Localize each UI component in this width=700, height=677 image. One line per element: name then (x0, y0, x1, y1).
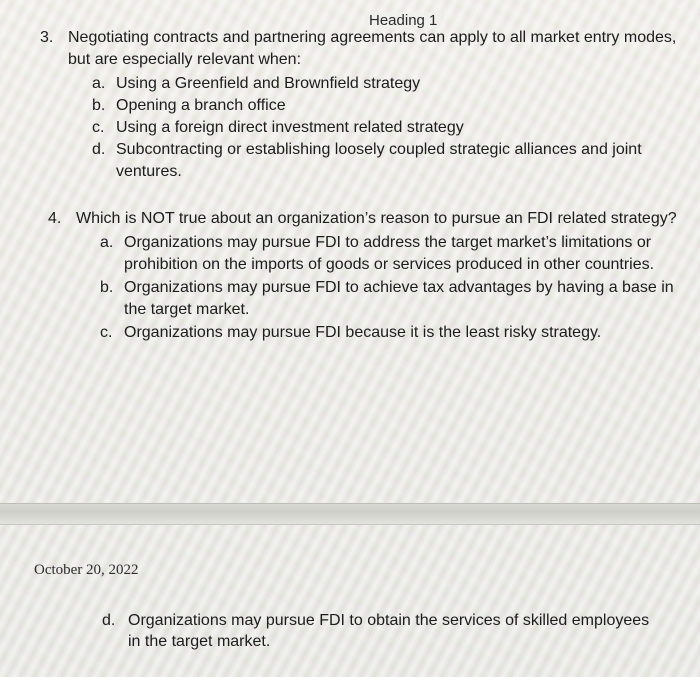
option-text: Subcontracting or establishing loosely coupled strategic alliances and joint ventures. (116, 141, 642, 180)
footer-date: October 20, 2022 (34, 562, 139, 578)
question-number: 4. (48, 210, 62, 227)
answer-option-b[interactable] (100, 277, 678, 321)
question-3 (40, 27, 680, 183)
option-letter: b. (92, 97, 106, 114)
option-letter: d. (92, 141, 106, 158)
option-letter: b. (100, 279, 114, 296)
option-text: Organizations may pursue FDI to address the target market’s limitations or prohibition on the imports of goods or services produced in other countries. (124, 234, 655, 273)
page-break-divider (0, 503, 700, 525)
answer-option-c[interactable] (92, 117, 680, 139)
question-stem: Negotiating contracts and partnering agreements can apply to all market entry modes, but are especially relevant when: (68, 29, 677, 68)
answer-option-a[interactable] (100, 232, 678, 276)
answer-options (92, 73, 680, 183)
option-text: Using a Greenfield and Brownfield strategy (116, 75, 421, 92)
option-text: Organizations may pursue FDI because it is the least risky strategy. (124, 324, 602, 341)
option-letter: d. (102, 612, 116, 629)
option-letter: c. (100, 324, 113, 341)
option-text: Opening a branch office (116, 97, 286, 114)
answer-option-d[interactable] (92, 139, 680, 183)
answer-option-b[interactable] (92, 95, 680, 117)
option-text: Organizations may pursue FDI to obtain the services of skilled employees in the target market. (128, 612, 650, 650)
answer-option-d[interactable] (102, 610, 662, 652)
answer-options (100, 232, 678, 344)
answer-option-a[interactable] (92, 73, 680, 95)
option-text: Using a foreign direct investment related strategy (116, 119, 464, 136)
option-letter: a. (100, 234, 114, 251)
question-stem: Which is NOT true about an organization’s reason to pursue an FDI related strategy? (76, 210, 677, 227)
answer-option-c[interactable] (100, 322, 678, 344)
option-letter: a. (92, 75, 106, 92)
question-number: 3. (40, 29, 54, 46)
question-4 (48, 208, 678, 345)
heading-style-label: Heading 1 (365, 12, 441, 29)
option-text: Organizations may pursue FDI to achieve tax advantages by having a base in the target market. (124, 279, 674, 318)
option-letter: c. (92, 119, 105, 136)
